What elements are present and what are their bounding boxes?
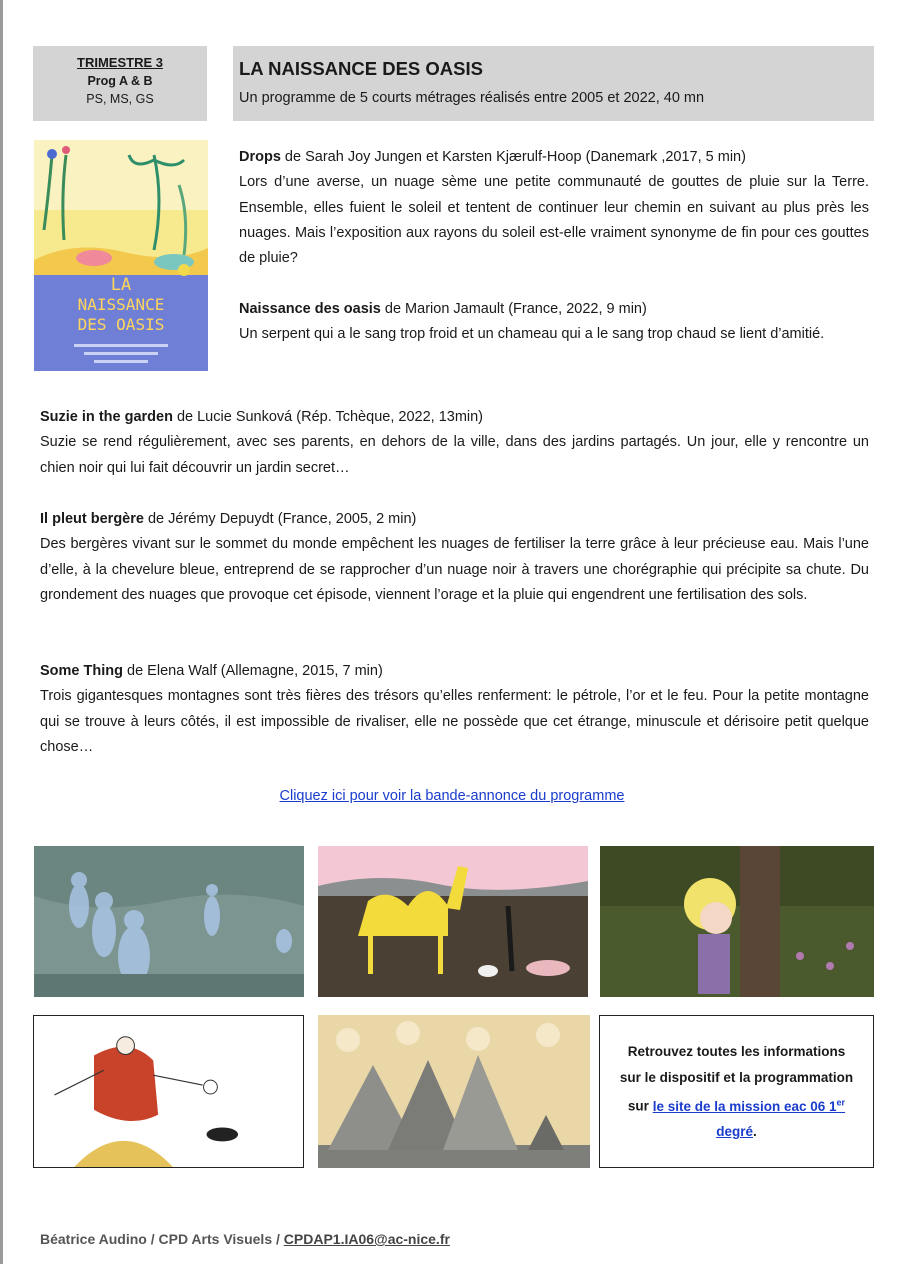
still-drops-image (34, 846, 304, 997)
film-synopsis: Suzie se rend régulièrement, avec ses parents, en dehors de la ville, dans des jardins partagés. Un jour, elle y rencontre un chien noir qui lui fait découvrir un jardin secret… (40, 434, 869, 476)
film-entry-naissance (239, 297, 869, 348)
title-box (233, 46, 874, 121)
page-subtitle: Un programme de 5 courts métrages réalisés entre 2005 et 2022, 40 mn (239, 90, 705, 106)
still-pleut-bergere-image (33, 1015, 304, 1168)
info-box (599, 1015, 874, 1168)
film-entry-some-thing (40, 659, 869, 760)
info-suffix: . (753, 1124, 757, 1139)
footer (40, 1231, 450, 1247)
info-line-2: sur le dispositif et la programmation (619, 1069, 854, 1085)
info-line-1: Retrouvez toutes les informations (627, 1044, 846, 1059)
mission-eac-link[interactable] (653, 1099, 845, 1114)
info-line-3 (600, 1090, 873, 1119)
footer-author: Béatrice Audino / CPD Arts Visuels / (40, 1231, 284, 1247)
poster-title-line3: DES OASIS (77, 315, 165, 334)
still-suzie-image (600, 846, 874, 997)
info-line-4 (600, 1119, 873, 1145)
film-credits: de Jérémy Depuydt (France, 2005, 2 min) (143, 511, 417, 527)
film-credits: de Elena Walf (Allemagne, 2015, 7 min) (122, 663, 383, 679)
still-some-thing-image (318, 1015, 590, 1168)
poster-title-line1: LA (110, 275, 132, 295)
film-entry-suzie (40, 405, 869, 481)
still-oasis-camel-image (318, 846, 588, 997)
footer-email[interactable]: CPDAP1.IA06@ac-nice.fr (283, 1231, 450, 1247)
film-poster (34, 140, 208, 371)
page-title: LA NAISSANCE DES OASIS (239, 58, 483, 79)
levels-label: PS, MS, GS (86, 92, 154, 106)
poster-title-line2: NAISSANCE (77, 295, 165, 314)
film-entry-pleut-bergere (40, 507, 869, 608)
film-entry-drops (239, 145, 869, 271)
film-synopsis: Des bergères vivant sur le sommet du monde empêchent les nuages de fertiliser la terre grâce à leur précieuse eau. Mais l’une d’elle, à la chevelure bleue, entreprend de se rapprocher d’un nuage noir à travers une chorégraphie qui précipite sa chute. Du grondement des nuages que provoque cet épisode, viennent l’orage et la pluie qui engendrent une fertilisation des sols. (40, 536, 869, 603)
mission-eac-link-text: le site de la mission eac 06 1 (652, 1098, 837, 1114)
mission-eac-link-continued[interactable]: degré (716, 1124, 753, 1139)
trailer-link[interactable]: Cliquez ici pour voir la bande-annonce du programme (279, 788, 625, 804)
info-line-3-prefix: sur (627, 1098, 653, 1114)
film-synopsis: Trois gigantesques montagnes sont très fières des trésors qu’elles renferment: le pétrole, l’or et le feu. Pour la petite montagne qui se trouve à leurs côtés, il est impossible de rivaliser, elle ne possède que cet étrange, minuscule et dérisoire petit quelque chose… (40, 688, 869, 755)
film-credits: de Marion Jamault (France, 2022, 9 min) (380, 301, 647, 317)
film-title: Suzie in the garden (40, 409, 173, 425)
trimester-label: TRIMESTRE 3 (77, 55, 163, 70)
film-title: Il pleut bergère (40, 511, 144, 527)
film-synopsis: Lors d’une averse, un nuage sème une petite communauté de gouttes de pluie sur la Terre. Ensemble, elles fuient le soleil et tentent de continuer leur chemin en suivant au plus près les nuages. Mais l’exposition aux rayons du soleil est-elle vraiment synonyme de fin pour ces gouttes de pluie? (239, 174, 869, 267)
film-title: Naissance des oasis (239, 301, 381, 317)
film-credits: de Lucie Sunková (Rép. Tchèque, 2022, 13min) (172, 409, 484, 425)
program-label: Prog A & B (87, 74, 153, 88)
trimester-box (33, 46, 207, 121)
film-title: Drops (239, 149, 281, 165)
film-synopsis: Un serpent qui a le sang trop froid et un chameau qui a le sang trop chaud se lient d’amitié. (239, 326, 825, 343)
page-left-edge (0, 0, 3, 1264)
mission-eac-link-sup: er (836, 1097, 846, 1107)
film-title: Some Thing (40, 663, 123, 679)
film-credits: de Sarah Joy Jungen et Karsten Kjærulf-Hoop (Danemark ,2017, 5 min) (280, 149, 746, 165)
